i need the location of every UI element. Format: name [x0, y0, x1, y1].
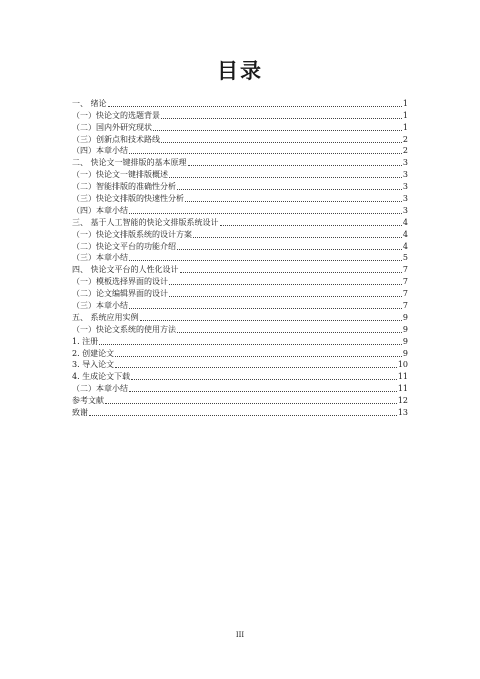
toc-entry[interactable] — [72, 109, 408, 121]
toc-entry[interactable] — [72, 311, 408, 323]
toc-entry-page: 3 — [402, 182, 408, 192]
toc-entry-label: 三、 基于人工智能的快论文排版系统设计 — [72, 217, 219, 227]
toc-leader-dots — [99, 344, 402, 345]
toc-entry-label: （二）快论文平台的功能介绍 — [72, 241, 176, 251]
toc-leader-dots — [115, 367, 397, 368]
page-title: 目录 — [217, 59, 263, 83]
toc-leader-dots — [105, 403, 397, 404]
toc-leader-dots — [177, 189, 402, 190]
toc-entry-label: 1. 注册 — [72, 336, 99, 346]
toc-entry[interactable] — [72, 216, 408, 228]
toc-entry-label: （一）快论文的选题背景 — [72, 110, 160, 120]
toc-entry-page: 9 — [402, 348, 408, 358]
toc-entry-page: 11 — [397, 372, 408, 382]
toc-entry-label: 四、 快论文平台的人性化设计 — [72, 265, 179, 275]
toc-entry-label: （一）快论文系统的使用方法 — [72, 324, 176, 334]
toc-leader-dots — [177, 332, 402, 333]
toc-entry[interactable] — [72, 156, 408, 168]
page-number: III — [235, 631, 245, 639]
toc-entry-page: 4 — [402, 217, 408, 227]
toc-entry-page: 9 — [402, 324, 408, 334]
toc-leader-dots — [188, 165, 402, 166]
toc-entry-page: 5 — [402, 253, 408, 263]
toc-leader-dots — [177, 249, 402, 250]
toc-entry[interactable] — [72, 287, 408, 299]
toc-entry-label: （一）快论文排版系统的设计方案 — [72, 229, 192, 239]
toc-entry-label: （一）模板选择界面的设计 — [72, 277, 168, 287]
toc-entry-label: （三）创新点和技术路线 — [72, 134, 160, 144]
toc-entry-page: 7 — [402, 277, 408, 287]
toc-leader-dots — [169, 296, 402, 297]
toc-entry-page: 7 — [402, 265, 408, 275]
toc-leader-dots — [161, 118, 402, 119]
toc-entry-label: 4. 生成论文下载 — [72, 372, 131, 382]
toc-entry-page: 3 — [402, 170, 408, 180]
toc-leader-dots — [129, 213, 402, 214]
toc-entry[interactable] — [72, 204, 408, 216]
toc-entry-label: 一、 绪论 — [72, 98, 107, 108]
toc-leader-dots — [129, 308, 402, 309]
toc-leader-dots — [193, 237, 402, 238]
toc-entry-label: （一）快论文一键排版概述 — [72, 170, 168, 180]
toc-entry-label: 参考文献 — [72, 396, 104, 406]
toc-entry-page: 9 — [402, 336, 408, 346]
toc-entry-page: 3 — [402, 194, 408, 204]
toc-leader-dots — [129, 391, 397, 392]
toc-entry-page: 12 — [397, 396, 408, 406]
toc-entry-label: 3. 导入论文 — [72, 360, 115, 370]
toc-entry-label: 五、 系统应用实例 — [72, 312, 139, 322]
toc-entry[interactable] — [72, 323, 408, 335]
toc-leader-dots — [169, 284, 402, 285]
toc-entry[interactable] — [72, 240, 408, 252]
toc-entry-page: 3 — [402, 158, 408, 168]
toc-leader-dots — [89, 415, 397, 416]
toc-entry-label: 二、 快论文一键排版的基本原理 — [72, 158, 187, 168]
toc-leader-dots — [129, 260, 402, 261]
toc-entry[interactable] — [72, 228, 408, 240]
toc-entry[interactable] — [72, 192, 408, 204]
toc-entry[interactable] — [72, 145, 408, 157]
toc-entry[interactable] — [72, 406, 408, 418]
toc-entry-page: 4 — [402, 229, 408, 239]
toc-entry-page: 3 — [402, 205, 408, 215]
table-of-contents — [72, 97, 408, 418]
toc-leader-dots — [131, 379, 397, 380]
toc-leader-dots — [180, 272, 402, 273]
toc-leader-dots — [140, 320, 402, 321]
toc-entry[interactable] — [72, 335, 408, 347]
toc-entry[interactable] — [72, 275, 408, 287]
toc-entry-page: 1 — [402, 122, 408, 132]
toc-entry[interactable] — [72, 133, 408, 145]
toc-entry-page: 11 — [397, 384, 408, 394]
toc-entry-label: （二）国内外研究现状 — [72, 122, 152, 132]
toc-entry-label: 致谢 — [72, 408, 88, 418]
toc-leader-dots — [115, 356, 402, 357]
toc-entry-label: （二）论文编辑界面的设计 — [72, 289, 168, 299]
toc-leader-dots — [153, 130, 402, 131]
toc-entry-label: （三）快论文排版的快速性分析 — [72, 194, 184, 204]
toc-entry-page: 9 — [402, 312, 408, 322]
toc-entry-label: （四）本章小结 — [72, 146, 128, 156]
toc-entry[interactable] — [72, 347, 408, 359]
toc-leader-dots — [220, 225, 402, 226]
toc-entry[interactable] — [72, 299, 408, 311]
toc-leader-dots — [129, 153, 402, 154]
toc-entry-page: 2 — [402, 134, 408, 144]
toc-entry[interactable] — [72, 252, 408, 264]
toc-entry-page: 2 — [402, 146, 408, 156]
toc-entry-label: （二）智能排版的准确性分析 — [72, 182, 176, 192]
toc-entry[interactable] — [72, 121, 408, 133]
toc-leader-dots — [108, 106, 402, 107]
toc-entry-page: 7 — [402, 301, 408, 311]
toc-entry[interactable] — [72, 97, 408, 109]
toc-entry-page: 10 — [397, 360, 408, 370]
toc-entry-label: 2. 创建论文 — [72, 348, 115, 358]
toc-entry-label: （三）本章小结 — [72, 301, 128, 311]
toc-entry-page: 4 — [402, 241, 408, 251]
toc-entry-page: 1 — [402, 98, 408, 108]
toc-entry[interactable] — [72, 394, 408, 406]
toc-entry-page: 13 — [397, 408, 408, 418]
toc-entry[interactable] — [72, 370, 408, 382]
toc-entry[interactable] — [72, 382, 408, 394]
toc-entry-page: 7 — [402, 289, 408, 299]
toc-entry-label: （四）本章小结 — [72, 205, 128, 215]
toc-entry-label: （三）本章小结 — [72, 253, 128, 263]
toc-entry[interactable] — [72, 168, 408, 180]
toc-leader-dots — [185, 201, 402, 202]
toc-leader-dots — [161, 142, 402, 143]
toc-entry[interactable] — [72, 359, 408, 371]
toc-entry[interactable] — [72, 180, 408, 192]
toc-entry-page: 1 — [402, 110, 408, 120]
toc-leader-dots — [169, 177, 402, 178]
toc-entry[interactable] — [72, 263, 408, 275]
toc-entry-label: （二）本章小结 — [72, 384, 128, 394]
